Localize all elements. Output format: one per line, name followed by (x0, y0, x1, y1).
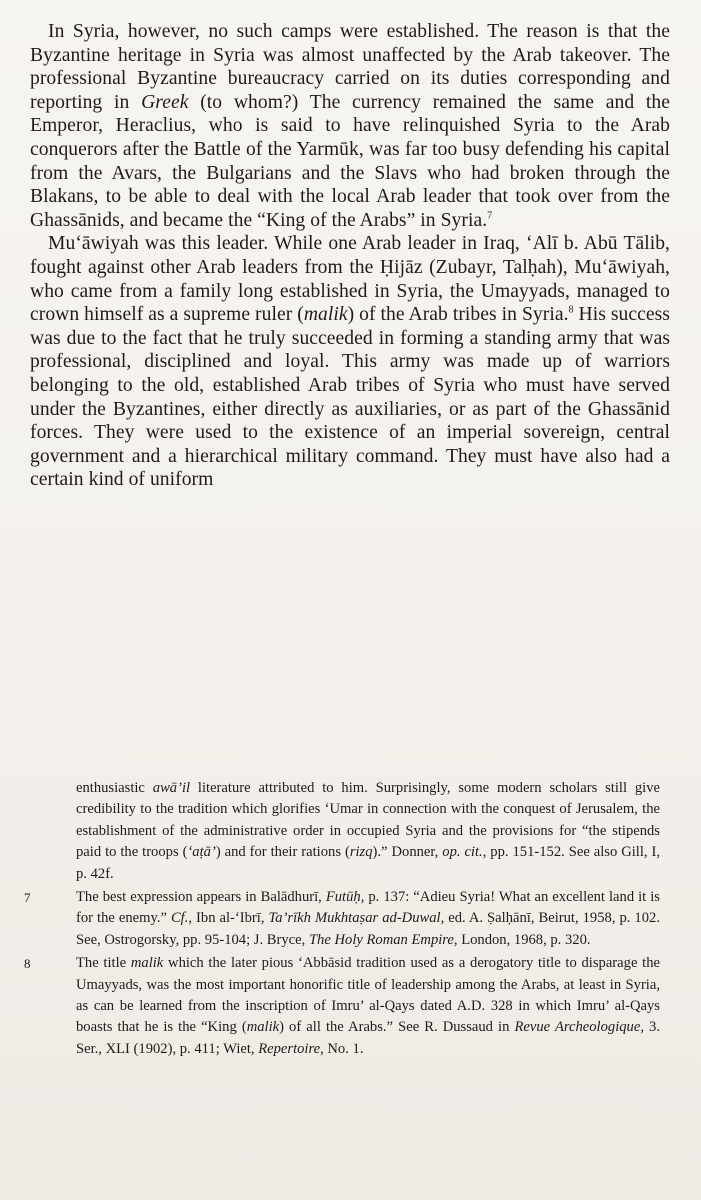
text-run: , pp. 151-152. See also Gill, I, p. 42f. (76, 844, 660, 882)
text-run: which the later pious ‘Abbāsid tradition used as a derogatory title to disparage the Umayyads, was the most important honorific title of leadership among the Arabs, at least in Syria, as can be learned from the inscription of Imru’ al-Qays dated A.D. 328 in which Imru’ al-Qays boasts that he is the “King ( (76, 955, 660, 1036)
footnote-body (76, 887, 660, 951)
text-run: , p. 137: “Adieu Syria! What an excellent land it is for the enemy.” (76, 889, 660, 927)
italic-run: Ta’rīkh Mukhtaṣar ad-Duwal (268, 910, 441, 927)
italic-run: Revue Archeologique (514, 1019, 641, 1036)
text-run: In Syria, however, no such camps were established. The reason is that the Byzantine heritage in Syria was almost unaffected by the Arab takeover. The professional Byzantine bureaucracy carried on its duties corresponding and reporting in (30, 21, 670, 113)
text-run: The title (76, 955, 131, 972)
italic-run: Cf. (170, 910, 189, 927)
text-run: ) and for their rations ( (215, 844, 350, 861)
text-run: ) of the Arab tribes in Syria. (347, 304, 569, 326)
footnotes-block (24, 778, 660, 1060)
text-run: The best expression appears in Balādhurī, (76, 889, 326, 906)
italic-run: Greek (141, 91, 189, 113)
footnote-continuation (76, 778, 660, 885)
paragraph-muawiyah (30, 232, 670, 492)
text-run: , No. 1. (320, 1040, 364, 1057)
footnote-number: 7 (24, 890, 31, 906)
main-text-block (30, 20, 670, 492)
footnote-ref-7: 7 (487, 210, 493, 222)
paragraph-syria-heritage (30, 20, 670, 232)
text-run: enthusiastic (76, 780, 153, 796)
italic-run: op. cit. (442, 844, 483, 861)
italic-run: malik (303, 304, 348, 326)
footnote-number: 8 (24, 956, 31, 972)
text-run: literature attributed to him. Surprisingly, some modern scholars still give credibility to the tradition which glorifies ‘Umar in connection with the conquest of Jerusalem, the establishment of the administrative order in occupied Syria and the provisions for “the stipends paid to the troops ( (76, 780, 660, 861)
text-run: Mu‘āwiyah was this leader. While one Arab leader in Iraq, ‘Alī b. Abū Tālib, fought against other Arab leaders from the Ḥijāz (Zubayr, Talḥah), Mu‘āwiyah, who came from a family long established in Syria, the Umayyads, managed to crown himself as a supreme ruler ( (30, 233, 670, 326)
text-run: (to whom?) The currency remained the same and the Emperor, Heraclius, who is said to have relinquished Syria to the Arab conquerors after the Battle of the Yarmūk, was far too busy defending his capital from the Avars, the Bulgarians and the Slavs who had broken through the Blakans, to be able to deal with the local Arab leader that took over from the Ghassānids, and became the “King of the Arabs” in Syria. (30, 91, 670, 231)
footnote-body (76, 953, 660, 1060)
italic-run: malik (130, 955, 164, 972)
text-run: ).” Donner, (372, 844, 443, 861)
text-run: ) of all the Arabs.” See R. Dussaud in (279, 1019, 515, 1036)
text-run: His success was due to the fact that he truly succeeded in forming a standing army that was professional, disciplined and loyal. This army was made up of warriors belonging to the old, established Arab tribes of Syria who must have served under the Byzantines, either directly as auxiliaries, or as part of the Ghassānid forces. They were used to the existence of an imperial sovereign, central government and a hierarchical military command. They must have also had a certain kind of uniform (30, 304, 670, 491)
italic-run: malik (246, 1019, 280, 1036)
text-run: , 3. Ser., XLI (1902), p. 411; Wiet, (76, 1019, 660, 1057)
italic-run: awā’il (152, 780, 191, 796)
footnote-ref-8: 8 (568, 304, 574, 316)
text-run: , Ibn al-‘Ibrī, (188, 910, 269, 927)
text-run: , London, 1968, p. 320. (453, 931, 591, 948)
italic-run: ‘aṭā’ (187, 844, 216, 861)
footnote-7 (24, 887, 660, 951)
italic-run: The Holy Roman Empire (308, 931, 454, 948)
footnote-8 (24, 953, 660, 1060)
italic-run: Futūḥ (325, 889, 361, 906)
italic-run: Repertoire (258, 1040, 321, 1057)
italic-run: rizq (349, 844, 373, 861)
text-run: , ed. A. Ṣalḥānī, Beirut, 1958, p. 102. See, Ostrogorsky, pp. 95-104; J. Bryce, (76, 910, 660, 948)
